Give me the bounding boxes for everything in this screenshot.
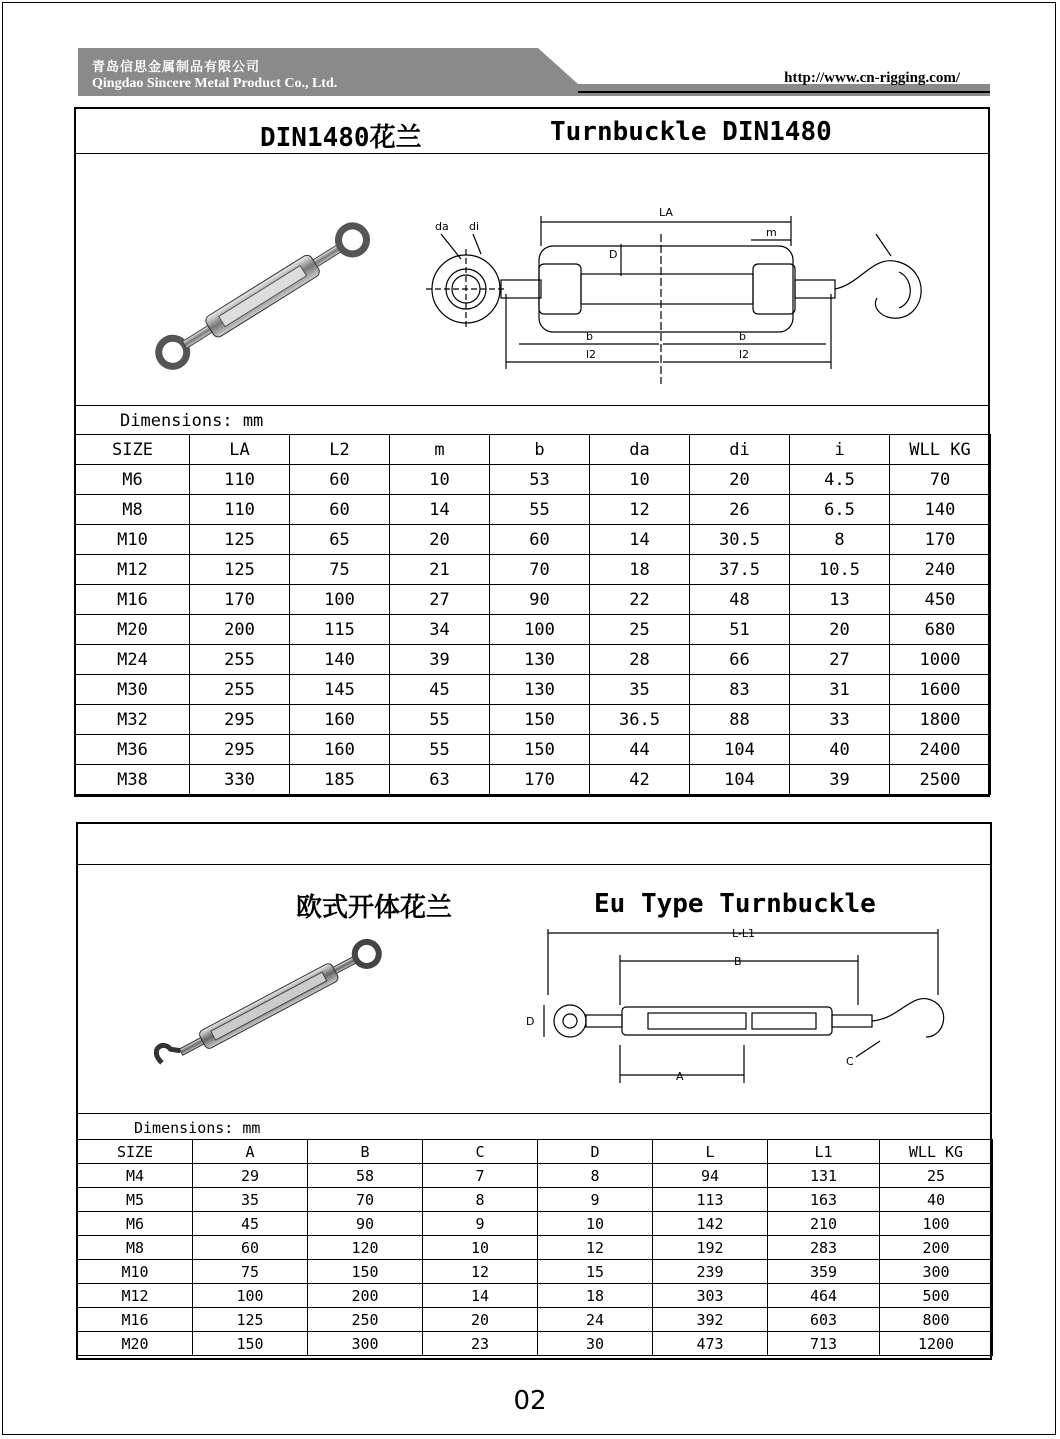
table-cell: 75 (290, 555, 390, 585)
table-cell: 1600 (890, 675, 991, 705)
page-number: 02 (513, 1386, 547, 1416)
table-cell: 35 (590, 675, 690, 705)
table-cell: 23 (423, 1332, 538, 1356)
table-cell: 28 (590, 645, 690, 675)
table-cell: 150 (490, 705, 590, 735)
table-row (78, 1308, 993, 1332)
label-c: C (846, 1055, 854, 1068)
table-cell: 20 (390, 525, 490, 555)
table-cell: 70 (890, 465, 991, 495)
table-cell: M12 (78, 1284, 193, 1308)
eu-dimensions-label: Dimensions: mm (134, 1119, 261, 1137)
table-cell: 55 (390, 735, 490, 765)
eu-title-en: Eu Type Turnbuckle (594, 889, 876, 919)
table-row (76, 615, 991, 645)
table-cell: 450 (890, 585, 991, 615)
table-cell: 29 (193, 1164, 308, 1188)
website-url: http://www.cn-rigging.com/ (784, 70, 960, 86)
table-cell: 680 (890, 615, 991, 645)
table-cell: 170 (190, 585, 290, 615)
table-row (78, 1284, 993, 1308)
table-cell: 12 (423, 1260, 538, 1284)
label-d: D (609, 248, 618, 261)
table-cell: 60 (290, 465, 390, 495)
table-cell: M10 (76, 525, 190, 555)
label-d: D (526, 1015, 535, 1028)
label-l-l1: L-L1 (732, 927, 756, 940)
column-header: L2 (290, 435, 390, 465)
eu-table (77, 1139, 993, 1356)
table-cell: 27 (390, 585, 490, 615)
table-cell: 150 (308, 1260, 423, 1284)
table-cell: M24 (76, 645, 190, 675)
table-cell: 40 (880, 1188, 993, 1212)
table-cell: 15 (538, 1260, 653, 1284)
table-cell: 10 (590, 465, 690, 495)
table-cell: 12 (590, 495, 690, 525)
label-b-left: b (586, 330, 593, 343)
company-name-cn: 青岛信思金属制品有限公司 (92, 60, 261, 75)
table-cell: 35 (193, 1188, 308, 1212)
table-cell: 192 (653, 1236, 768, 1260)
table-cell: M38 (76, 765, 190, 795)
table-cell: 1000 (890, 645, 991, 675)
table-cell: 1200 (880, 1332, 993, 1356)
table-cell: 1800 (890, 705, 991, 735)
table-cell: 65 (290, 525, 390, 555)
table-cell: 13 (790, 585, 890, 615)
table-header-row (76, 435, 991, 465)
table-cell: 255 (190, 675, 290, 705)
eu-top-strip (78, 824, 990, 865)
table-cell: 60 (193, 1236, 308, 1260)
table-cell: M8 (78, 1236, 193, 1260)
table-cell: M36 (76, 735, 190, 765)
table-cell: 10 (423, 1236, 538, 1260)
table-cell: M4 (78, 1164, 193, 1188)
table-cell: 21 (390, 555, 490, 585)
table-row (76, 465, 991, 495)
column-header: da (590, 435, 690, 465)
din1480-image-area (76, 154, 988, 404)
din1480-title-en: Turnbuckle DIN1480 (550, 117, 832, 147)
din1480-photo (136, 194, 396, 394)
table-row (76, 765, 991, 795)
table-cell: 104 (690, 735, 790, 765)
din1480-title-bar (76, 109, 988, 154)
table-cell: M30 (76, 675, 190, 705)
table-cell: 9 (538, 1188, 653, 1212)
table-row (76, 555, 991, 585)
table-cell: M16 (78, 1308, 193, 1332)
label-di: di (469, 220, 480, 233)
table-cell: 8 (423, 1188, 538, 1212)
table-row (76, 585, 991, 615)
din1480-table (75, 434, 991, 795)
table-cell: 90 (490, 585, 590, 615)
table-cell: 125 (190, 555, 290, 585)
table-cell: 130 (490, 675, 590, 705)
table-cell: 14 (423, 1284, 538, 1308)
table-cell: 20 (790, 615, 890, 645)
column-header: WLL KG (890, 435, 991, 465)
label-l2-right: l2 (739, 348, 750, 361)
table-cell: 100 (490, 615, 590, 645)
table-cell: 53 (490, 465, 590, 495)
table-cell: 295 (190, 735, 290, 765)
table-cell: 63 (390, 765, 490, 795)
label-a: A (676, 1070, 684, 1083)
table-cell: 39 (790, 765, 890, 795)
table-cell: 392 (653, 1308, 768, 1332)
table-cell: 300 (308, 1332, 423, 1356)
eu-title-cn: 欧式开体花兰 (296, 893, 453, 923)
table-cell: 55 (390, 705, 490, 735)
table-cell: 20 (423, 1308, 538, 1332)
table-cell: 14 (590, 525, 690, 555)
table-cell: 18 (590, 555, 690, 585)
table-cell: 55 (490, 495, 590, 525)
table-cell: 42 (590, 765, 690, 795)
table-cell: 37.5 (690, 555, 790, 585)
table-cell: 200 (190, 615, 290, 645)
table-cell: 200 (308, 1284, 423, 1308)
eu-drawing (508, 925, 958, 1085)
table-cell: 142 (653, 1212, 768, 1236)
table-cell: 9 (423, 1212, 538, 1236)
table-cell: 125 (190, 525, 290, 555)
column-header: m (390, 435, 490, 465)
table-cell: 45 (390, 675, 490, 705)
table-cell: 283 (768, 1236, 880, 1260)
table-cell: 603 (768, 1308, 880, 1332)
column-header: di (690, 435, 790, 465)
table-cell: 30.5 (690, 525, 790, 555)
table-cell: 18 (538, 1284, 653, 1308)
table-cell: M20 (76, 615, 190, 645)
label-b-right: b (739, 330, 746, 343)
table-row (76, 645, 991, 675)
eu-photo (150, 925, 400, 1085)
column-header: i (790, 435, 890, 465)
table-cell: 34 (390, 615, 490, 645)
table-cell: 60 (490, 525, 590, 555)
table-cell: 94 (653, 1164, 768, 1188)
table-row (78, 1164, 993, 1188)
table-cell: 26 (690, 495, 790, 525)
table-cell: M5 (78, 1188, 193, 1212)
table-cell: 8 (538, 1164, 653, 1188)
column-header: C (423, 1140, 538, 1164)
table-cell: 104 (690, 765, 790, 795)
table-cell: 83 (690, 675, 790, 705)
table-cell: 170 (490, 765, 590, 795)
table-cell: 22 (590, 585, 690, 615)
table-row (76, 495, 991, 525)
table-row (76, 675, 991, 705)
table-cell: 130 (490, 645, 590, 675)
table-row (78, 1260, 993, 1284)
table-cell: 36.5 (590, 705, 690, 735)
table-cell: 255 (190, 645, 290, 675)
table-cell: 125 (193, 1308, 308, 1332)
label-m: m (766, 226, 777, 239)
table-cell: 7 (423, 1164, 538, 1188)
table-cell: 163 (768, 1188, 880, 1212)
table-cell: 51 (690, 615, 790, 645)
table-header-row (78, 1140, 993, 1164)
table-cell: 70 (308, 1188, 423, 1212)
table-cell: 31 (790, 675, 890, 705)
table-cell: 140 (890, 495, 991, 525)
column-header: b (490, 435, 590, 465)
table-cell: 100 (290, 585, 390, 615)
table-cell: 14 (390, 495, 490, 525)
table-row (78, 1188, 993, 1212)
table-cell: 10 (538, 1212, 653, 1236)
table-cell: M12 (76, 555, 190, 585)
table-cell: 24 (538, 1308, 653, 1332)
table-cell: 185 (290, 765, 390, 795)
table-cell: 713 (768, 1332, 880, 1356)
table-cell: 25 (880, 1164, 993, 1188)
label-la: LA (659, 206, 673, 219)
table-cell: 110 (190, 495, 290, 525)
table-cell: 473 (653, 1332, 768, 1356)
table-cell: M20 (78, 1332, 193, 1356)
table-cell: 131 (768, 1164, 880, 1188)
table-row (76, 705, 991, 735)
din1480-drawing (421, 194, 941, 414)
table-cell: 210 (768, 1212, 880, 1236)
table-cell: 20 (690, 465, 790, 495)
column-header: WLL KG (880, 1140, 993, 1164)
table-cell: 160 (290, 705, 390, 735)
table-cell: 120 (308, 1236, 423, 1260)
table-cell: 2500 (890, 765, 991, 795)
table-cell: 90 (308, 1212, 423, 1236)
table-row (76, 525, 991, 555)
din1480-section (74, 107, 990, 797)
table-cell: 113 (653, 1188, 768, 1212)
table-cell: 45 (193, 1212, 308, 1236)
table-cell: 330 (190, 765, 290, 795)
table-cell: 170 (890, 525, 991, 555)
table-cell: 39 (390, 645, 490, 675)
table-cell: 10 (390, 465, 490, 495)
table-cell: M6 (78, 1212, 193, 1236)
column-header: D (538, 1140, 653, 1164)
table-cell: M8 (76, 495, 190, 525)
table-cell: 58 (308, 1164, 423, 1188)
table-cell: 145 (290, 675, 390, 705)
column-header: SIZE (78, 1140, 193, 1164)
table-cell: 4.5 (790, 465, 890, 495)
table-cell: 303 (653, 1284, 768, 1308)
table-cell: 2400 (890, 735, 991, 765)
table-cell: 6.5 (790, 495, 890, 525)
label-da: da (435, 220, 449, 233)
company-name-en: Qingdao Sincere Metal Product Co., Ltd. (92, 76, 338, 91)
column-header: SIZE (76, 435, 190, 465)
table-cell: 295 (190, 705, 290, 735)
label-b: B (734, 955, 742, 968)
din1480-dimensions-label: Dimensions: mm (120, 411, 264, 431)
table-cell: 48 (690, 585, 790, 615)
table-cell: 100 (880, 1212, 993, 1236)
table-cell: 300 (880, 1260, 993, 1284)
table-row (76, 735, 991, 765)
eu-image-area (78, 865, 990, 1113)
table-cell: 140 (290, 645, 390, 675)
table-cell: 464 (768, 1284, 880, 1308)
table-cell: 66 (690, 645, 790, 675)
table-cell: 500 (880, 1284, 993, 1308)
table-cell: 359 (768, 1260, 880, 1284)
table-cell: 70 (490, 555, 590, 585)
column-header: L1 (768, 1140, 880, 1164)
table-cell: M6 (76, 465, 190, 495)
column-header: A (193, 1140, 308, 1164)
table-cell: 250 (308, 1308, 423, 1332)
table-cell: M32 (76, 705, 190, 735)
table-cell: 30 (538, 1332, 653, 1356)
din1480-title-cn: DIN1480花兰 (260, 123, 422, 153)
table-cell: 88 (690, 705, 790, 735)
table-cell: 27 (790, 645, 890, 675)
table-cell: 40 (790, 735, 890, 765)
column-header: L (653, 1140, 768, 1164)
table-cell: 110 (190, 465, 290, 495)
table-cell: 8 (790, 525, 890, 555)
table-cell: 200 (880, 1236, 993, 1260)
table-cell: 10.5 (790, 555, 890, 585)
table-cell: 25 (590, 615, 690, 645)
table-cell: 239 (653, 1260, 768, 1284)
table-cell: 12 (538, 1236, 653, 1260)
table-cell: M10 (78, 1260, 193, 1284)
table-cell: 800 (880, 1308, 993, 1332)
label-l2-left: l2 (586, 348, 597, 361)
table-cell: 44 (590, 735, 690, 765)
table-row (78, 1236, 993, 1260)
column-header: B (308, 1140, 423, 1164)
table-cell: 150 (490, 735, 590, 765)
eu-turnbuckle-section (76, 822, 992, 1360)
table-row (78, 1332, 993, 1356)
page-header (78, 48, 990, 96)
table-cell: 75 (193, 1260, 308, 1284)
table-cell: 240 (890, 555, 991, 585)
table-cell: 60 (290, 495, 390, 525)
table-row (78, 1212, 993, 1236)
column-header: LA (190, 435, 290, 465)
table-cell: 100 (193, 1284, 308, 1308)
table-cell: 150 (193, 1332, 308, 1356)
table-cell: 33 (790, 705, 890, 735)
table-cell: M16 (76, 585, 190, 615)
table-cell: 115 (290, 615, 390, 645)
table-cell: 160 (290, 735, 390, 765)
